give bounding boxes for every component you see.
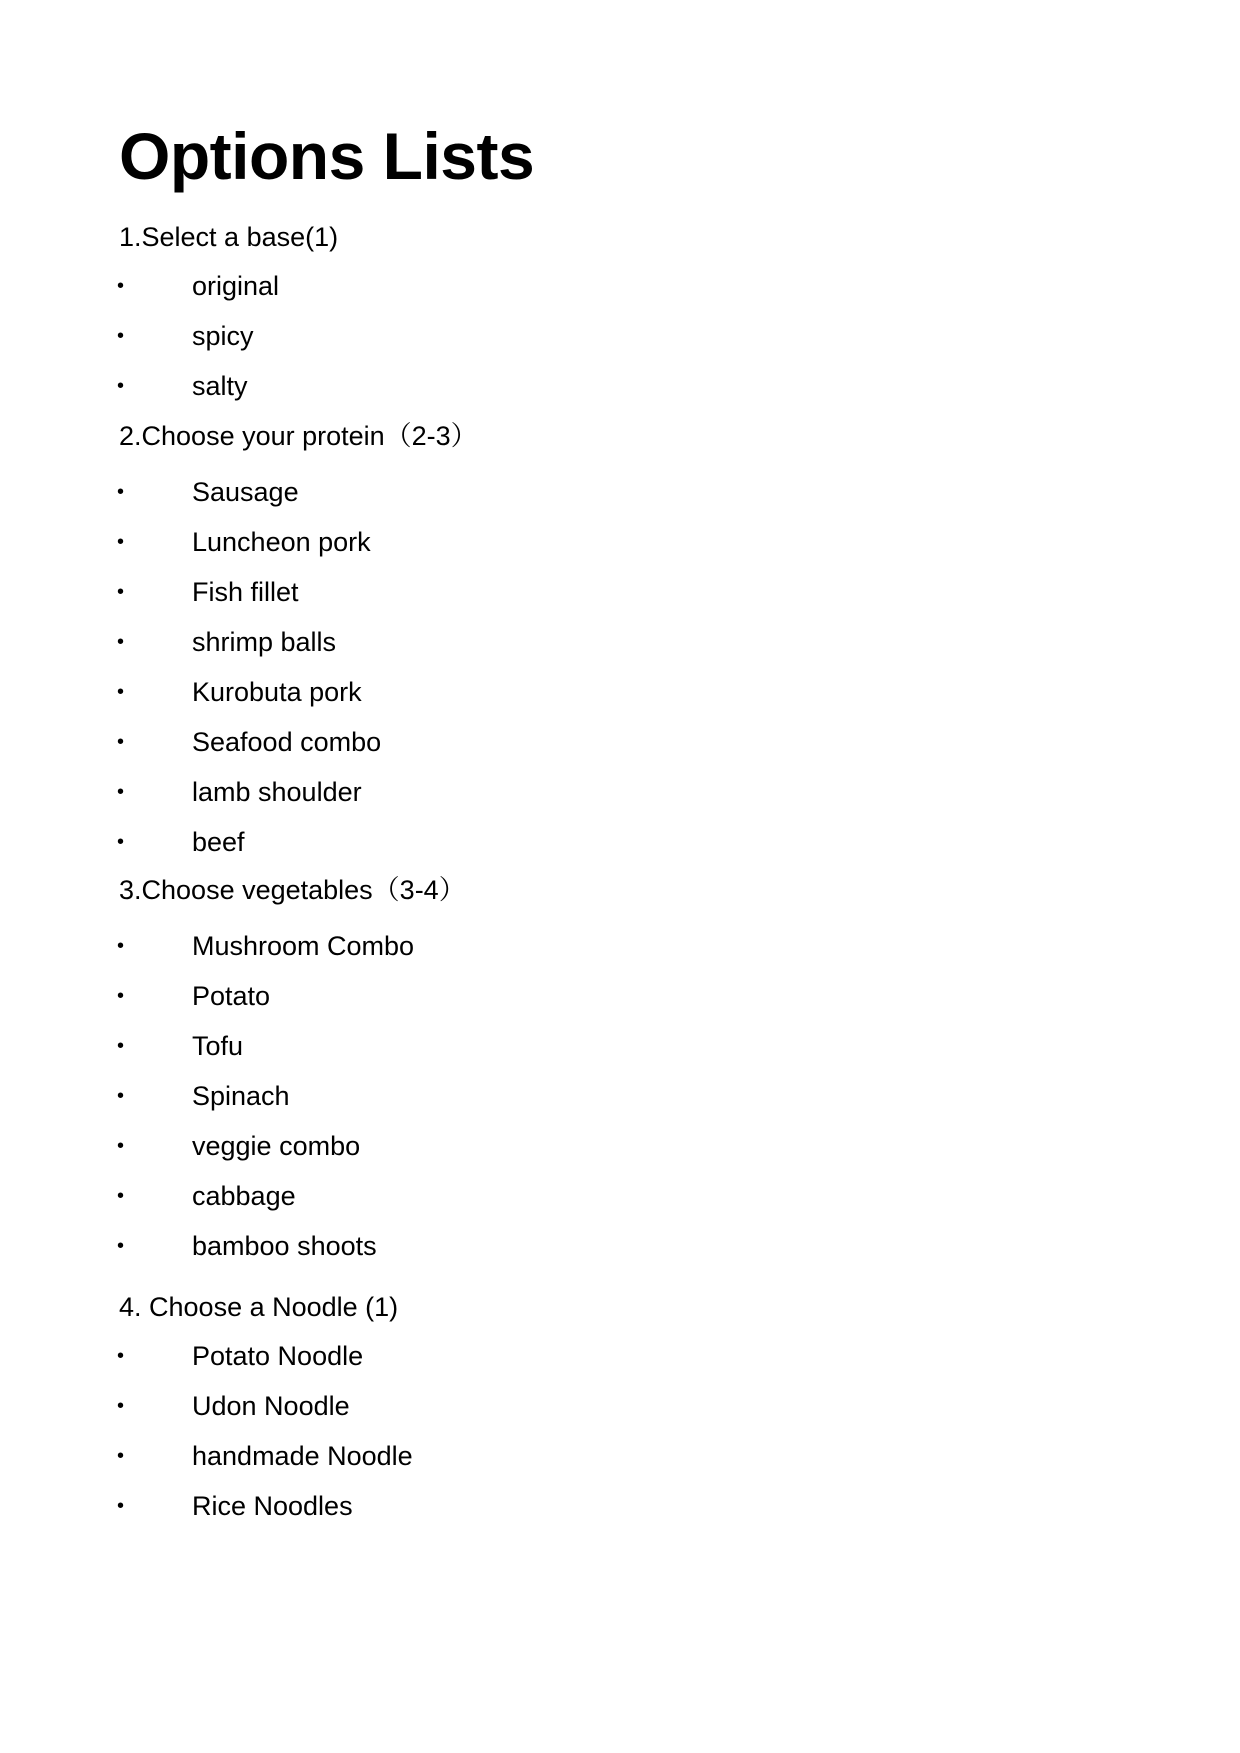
list-item-label: cabbage: [192, 1181, 296, 1211]
list-item: [119, 1028, 1019, 1064]
list-item-label: Udon Noodle: [192, 1391, 350, 1421]
list-item-label: Rice Noodles: [192, 1491, 353, 1521]
list-item: [119, 574, 1019, 610]
bullet-icon: •: [117, 1235, 125, 1257]
list-item: [119, 1388, 1019, 1424]
list-item-label: Sausage: [192, 477, 299, 507]
list-item-label: beef: [192, 827, 245, 857]
page-title: Options Lists: [119, 119, 535, 193]
bullet-icon: •: [117, 1035, 125, 1057]
section-heading: 2.Choose your protein（2-3）: [119, 421, 478, 451]
list-item-label: veggie combo: [192, 1131, 361, 1161]
list-item-label: Mushroom Combo: [192, 931, 415, 961]
list-item-label: Tofu: [192, 1031, 244, 1061]
bullet-icon: •: [117, 1495, 125, 1517]
list-item-label: shrimp balls: [192, 627, 337, 657]
list-item-label: Potato Noodle: [192, 1341, 364, 1371]
list-item-label: Luncheon pork: [192, 527, 371, 557]
bullet-icon: •: [117, 935, 125, 957]
list-item: [119, 318, 1019, 354]
bullet-icon: •: [117, 1445, 125, 1467]
list-item: [119, 978, 1019, 1014]
list-item-label: Kurobuta pork: [192, 677, 362, 707]
bullet-icon: •: [117, 781, 125, 803]
bullet-icon: •: [117, 1395, 125, 1417]
list-item: [119, 774, 1019, 810]
bullet-icon: •: [117, 481, 125, 503]
list-item: [119, 1228, 1019, 1264]
list-item: [119, 624, 1019, 660]
list-item: [119, 824, 1019, 860]
list-item-label: lamb shoulder: [192, 777, 362, 807]
bullet-icon: •: [117, 831, 125, 853]
list-item-label: Fish fillet: [192, 577, 299, 607]
bullet-icon: •: [117, 375, 125, 397]
section-heading: 3.Choose vegetables（3-4）: [119, 875, 466, 905]
list-item-label: salty: [192, 371, 248, 401]
bullet-icon: •: [117, 1185, 125, 1207]
bullet-icon: •: [117, 985, 125, 1007]
list-item-label: original: [192, 271, 280, 301]
bullet-icon: •: [117, 1135, 125, 1157]
list-item: [119, 1128, 1019, 1164]
bullet-icon: •: [117, 531, 125, 553]
list-item: [119, 724, 1019, 760]
bullet-icon: •: [117, 731, 125, 753]
list-item: [119, 1178, 1019, 1214]
list-item: [119, 268, 1019, 304]
bullet-icon: •: [117, 1345, 125, 1367]
list-item-label: bamboo shoots: [192, 1231, 377, 1261]
bullet-icon: •: [117, 1085, 125, 1107]
bullet-icon: •: [117, 325, 125, 347]
list-item: [119, 474, 1019, 510]
list-item: [119, 1488, 1019, 1524]
section-heading: 1.Select a base(1): [119, 222, 339, 252]
list-item: [119, 1078, 1019, 1114]
bullet-icon: •: [117, 681, 125, 703]
list-item-label: Spinach: [192, 1081, 290, 1111]
bullet-icon: •: [117, 631, 125, 653]
list-item: [119, 674, 1019, 710]
list-item-label: handmade Noodle: [192, 1441, 413, 1471]
list-item: [119, 928, 1019, 964]
list-item: [119, 368, 1019, 404]
list-item: [119, 524, 1019, 560]
bullet-icon: •: [117, 581, 125, 603]
section-heading: 4. Choose a Noodle (1): [119, 1292, 399, 1322]
list-item-label: Seafood combo: [192, 727, 382, 757]
bullet-icon: •: [117, 275, 125, 297]
list-item: [119, 1438, 1019, 1474]
list-item: [119, 1338, 1019, 1374]
list-item-label: spicy: [192, 321, 254, 351]
list-item-label: Potato: [192, 981, 271, 1011]
